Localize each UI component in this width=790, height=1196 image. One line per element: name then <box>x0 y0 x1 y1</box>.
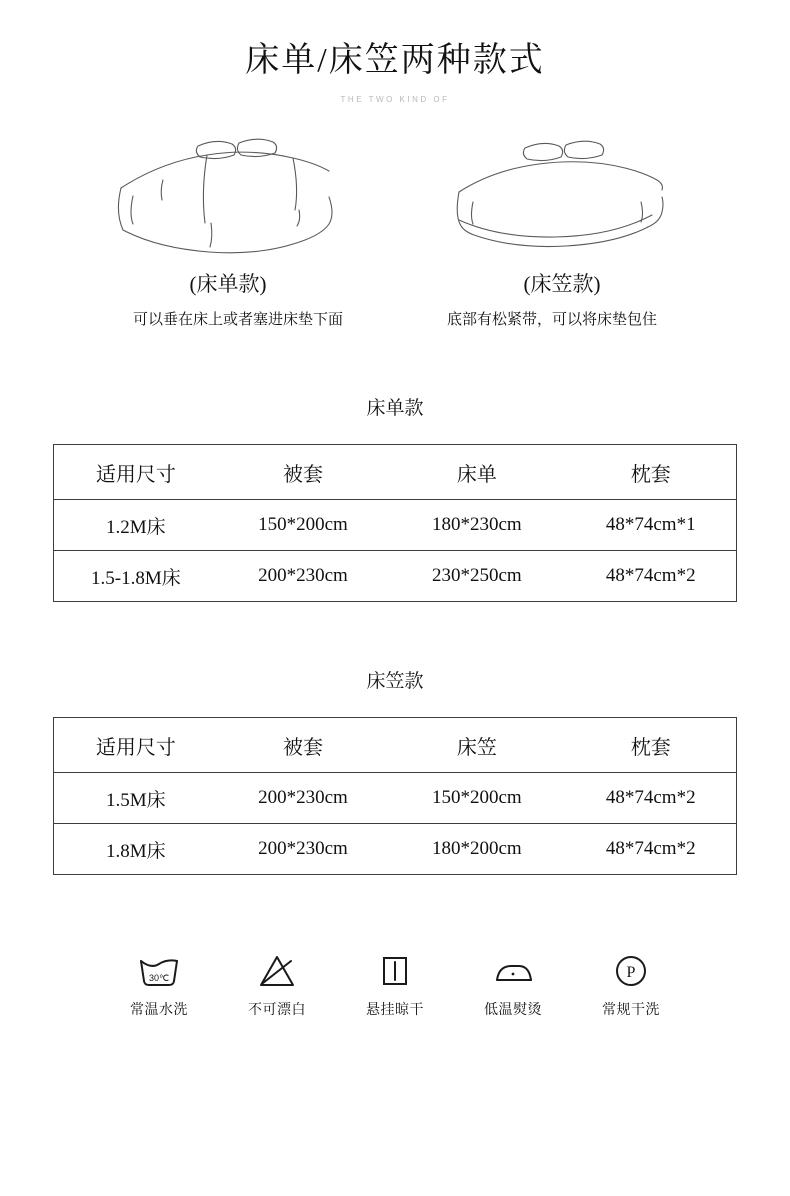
table-cell: 48*74cm*2 <box>565 773 736 824</box>
bed-illustration-fitted <box>422 130 702 298</box>
line-dry-icon <box>353 949 437 993</box>
table-row <box>54 773 737 824</box>
column-header: 床单 <box>388 445 565 500</box>
bed-description-flat: 可以垂在床上或者塞进床垫下面 <box>132 311 343 328</box>
table-cell: 180*200cm <box>431 838 522 859</box>
bed-illustration-flat <box>88 130 368 298</box>
no-bleach-icon <box>235 949 319 993</box>
care-label: 低温熨烫 <box>484 1001 542 1017</box>
care-item-iron <box>471 949 555 1019</box>
table-cell: 150*200cm <box>388 773 565 824</box>
table-cell: 1.5M床 <box>54 773 218 824</box>
flat-sheet-bed-icon <box>103 130 353 260</box>
spec-table-flat <box>53 444 737 602</box>
table-cell: 1.2M床 <box>54 500 218 551</box>
table-header-row <box>54 718 737 773</box>
svg-text:30℃: 30℃ <box>148 973 170 983</box>
table-cell: 230*250cm <box>431 565 522 586</box>
bed-caption-flat: (床单款) <box>189 272 267 296</box>
column-header: 枕套 <box>565 718 736 773</box>
care-label: 常温水洗 <box>130 1001 188 1017</box>
bed-description-fitted: 底部有松紧带，可以将床垫包住 <box>446 311 657 328</box>
table-cell: 200*230cm <box>258 565 348 586</box>
care-item-dryclean <box>589 949 673 1019</box>
table-cell: 200*230cm <box>258 838 348 859</box>
spec-table-fitted-wrap <box>53 717 737 875</box>
spec-table-flat-wrap <box>53 444 737 602</box>
dry-clean-p-icon <box>589 949 673 993</box>
table-cell: 48*74cm*1 <box>565 500 736 551</box>
table-row <box>54 824 737 875</box>
column-header: 被套 <box>218 445 389 500</box>
bed-caption-fitted: (床笠款) <box>523 272 601 296</box>
low-heat-iron-icon <box>471 949 555 993</box>
table-header-row <box>54 445 737 500</box>
spec-table-fitted <box>53 717 737 875</box>
table-cell: 1.5-1.8M床 <box>91 567 181 589</box>
page-subtitle: THE TWO KIND OF <box>340 95 450 104</box>
table-row <box>54 500 737 551</box>
column-header: 枕套 <box>565 445 736 500</box>
table-row <box>54 551 737 602</box>
care-label: 不可漂白 <box>248 1001 306 1017</box>
bed-descriptions <box>0 308 790 329</box>
table-cell: 48*74cm*2 <box>605 838 696 859</box>
table-cell: 200*230cm <box>218 773 389 824</box>
care-label: 悬挂晾干 <box>366 1001 424 1017</box>
column-header: 适用尺寸 <box>54 445 218 500</box>
wash-30c-icon <box>117 949 201 993</box>
table-cell: 48*74cm*2 <box>605 565 696 586</box>
care-item-wash <box>117 949 201 1019</box>
page-header <box>0 0 790 104</box>
table-cell: 150*200cm <box>218 500 389 551</box>
column-header: 被套 <box>218 718 389 773</box>
svg-text:P: P <box>626 964 636 981</box>
bed-illustrations <box>0 130 790 298</box>
table-cell: 180*230cm <box>388 500 565 551</box>
column-header: 适用尺寸 <box>54 718 218 773</box>
care-instructions <box>0 949 790 1019</box>
section-title-flat: 床单款 <box>366 398 424 419</box>
care-item-bleach <box>235 949 319 1019</box>
column-header: 床笠 <box>388 718 565 773</box>
care-item-dry <box>353 949 437 1019</box>
fitted-sheet-bed-icon <box>437 130 687 260</box>
care-label: 常规干洗 <box>602 1001 660 1017</box>
table-cell: 1.8M床 <box>106 840 166 862</box>
section-title-fitted: 床笠款 <box>366 671 424 692</box>
page-title: 床单/床笠两种款式 <box>245 42 545 79</box>
